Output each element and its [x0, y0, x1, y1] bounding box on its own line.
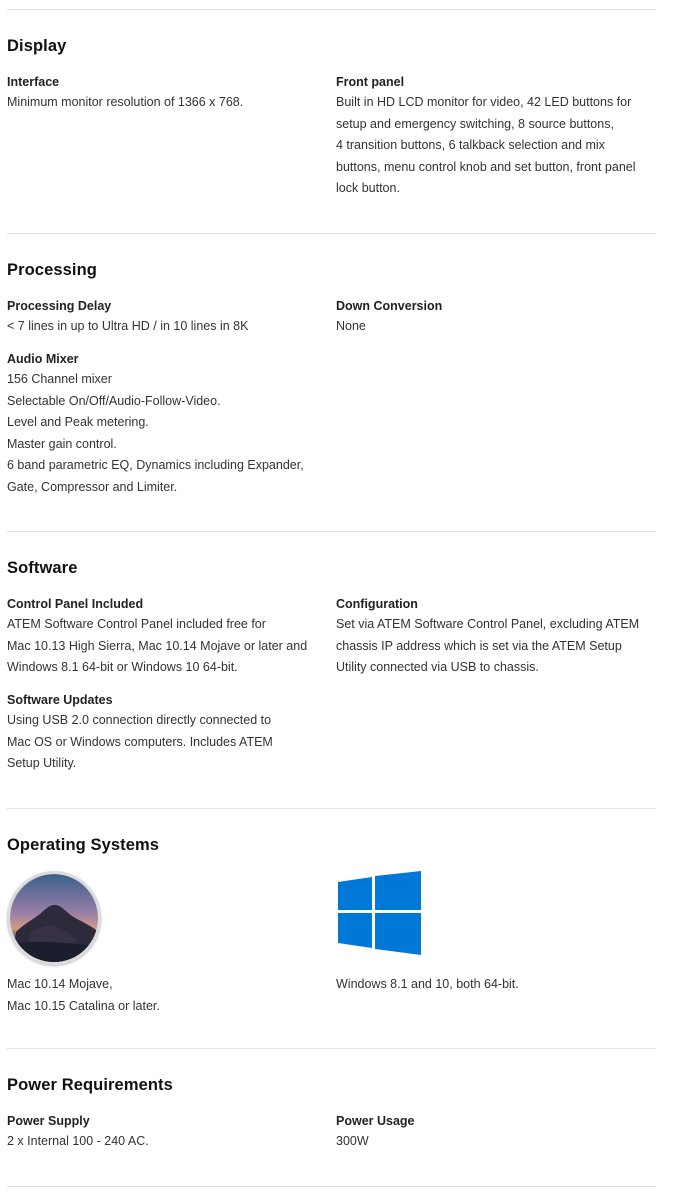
spec-value: Mac 10.15 Catalina or later. [7, 998, 160, 1013]
spec-value: Mac OS or Windows computers. Includes ATEM [7, 734, 273, 749]
section-software [7, 556, 667, 770]
section-operating-systems [7, 833, 667, 1013]
spec-value: None [336, 319, 366, 333]
spec-power-supply [7, 1111, 329, 1153]
section-title-operating-systems: Operating Systems [7, 836, 160, 854]
spec-value: setup and emergency switching, 8 source buttons, [336, 116, 614, 131]
spec-value: ATEM Software Control Panel included free for [7, 617, 266, 631]
spec-value: 4 transition buttons, 6 talkback selection and mix [336, 138, 605, 152]
spec-value: lock button. [336, 181, 400, 195]
spec-value: Selectable On/Off/Audio-Follow-Video. [7, 393, 221, 408]
section-title-display: Display [7, 37, 67, 55]
macos-catalina-artwork [10, 874, 98, 962]
divider [7, 1048, 656, 1049]
spec-label: Down Conversion [336, 299, 443, 313]
spec-value: Mac 10.13 High Sierra, Mac 10.14 Mojave or later and [7, 638, 308, 653]
spec-value: Set via ATEM Software Control Panel, excluding ATEM [336, 617, 640, 631]
macos-catalina-icon [7, 871, 101, 965]
spec-value: Windows 8.1 and 10, both 64-bit. [336, 977, 519, 991]
spec-label: Power Usage [336, 1114, 415, 1128]
spec-processing-delay [7, 296, 329, 338]
spec-power-usage [336, 1111, 658, 1153]
spec-value: Minimum monitor resolution of 1366 x 768. [7, 95, 244, 109]
spec-value: Mac 10.14 Mojave, [7, 977, 113, 991]
section-processing [7, 258, 667, 494]
section-title-software: Software [7, 559, 78, 577]
spec-value: Master gain control. [7, 436, 117, 451]
spec-label: Power Supply [7, 1114, 90, 1128]
spec-value: Using USB 2.0 connection directly connected to [7, 713, 272, 727]
spec-label: Front panel [336, 75, 405, 89]
spec-label: Configuration [336, 597, 418, 611]
spec-value: Windows 8.1 64-bit or Windows 10 64-bit. [7, 660, 238, 674]
spec-down-conversion [336, 296, 658, 338]
spec-label: Control Panel Included [7, 597, 144, 611]
spec-value: Setup Utility. [7, 756, 77, 770]
spec-value: 300W [336, 1134, 369, 1148]
spec-value: Level and Peak metering. [7, 415, 149, 429]
divider [7, 531, 656, 532]
spec-value: Built in HD LCD monitor for video, 42 LED buttons for [336, 95, 632, 109]
spec-software-updates [7, 690, 329, 775]
windows-logo-icon [338, 871, 422, 955]
spec-value: < 7 lines in up to Ultra HD / in 10 lines in 8K [7, 319, 249, 333]
spec-value: buttons, menu control knob and set button, front panel [336, 159, 636, 174]
spec-value: 2 x Internal 100 - 240 AC. [7, 1134, 149, 1148]
divider [7, 1186, 656, 1187]
divider [7, 808, 656, 809]
spec-configuration [336, 594, 658, 679]
spec-label: Interface [7, 75, 60, 89]
spec-label: Processing Delay [7, 299, 112, 313]
spec-value: Utility connected via USB to chassis. [336, 660, 539, 674]
spec-value: Gate, Compressor and Limiter. [7, 479, 178, 494]
divider [7, 233, 656, 234]
spec-label: Audio Mixer [7, 352, 79, 366]
spec-control-panel [7, 594, 329, 679]
spec-audio-mixer [7, 349, 329, 498]
section-display [7, 34, 667, 195]
spec-value: chassis IP address which is set via the ATEM Setup [336, 638, 622, 653]
section-title-processing: Processing [7, 261, 97, 279]
os-windows-description [336, 974, 658, 996]
divider [7, 9, 656, 10]
spec-front-panel [336, 72, 658, 200]
spec-value: 6 band parametric EQ, Dynamics including Expander, [7, 458, 304, 472]
spec-interface [7, 72, 329, 114]
section-title-power-requirements: Power Requirements [7, 1076, 173, 1094]
spec-value: 156 Channel mixer [7, 372, 112, 386]
os-mac-description [7, 974, 329, 1017]
section-power-requirements [7, 1073, 667, 1148]
spec-label: Software Updates [7, 693, 113, 707]
windows-logo-artwork [338, 871, 422, 955]
